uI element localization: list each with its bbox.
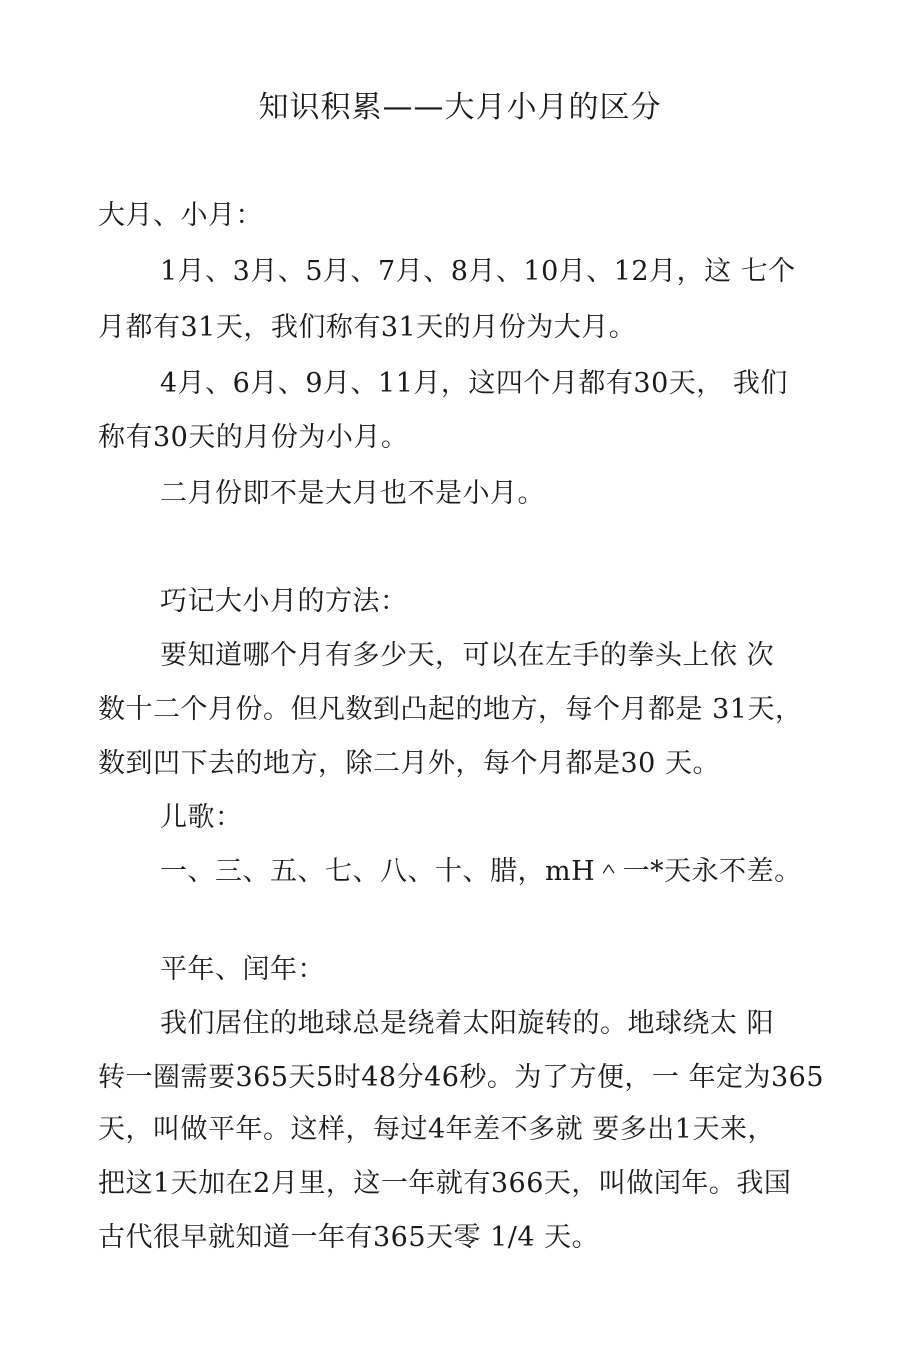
paragraph-line: 要知道哪个月有多少天，可以在左手的拳头上依 次 [160,640,775,671]
document-title: 知识积累——大月小月的区分 [258,90,662,125]
nursery-rhyme-line: 一、三、五、七、八、十、腊，mH＾一*天永不差。 [160,856,802,887]
paragraph-line: 月都有31天，我们称有31天的月份为大月。 [98,312,637,343]
paragraph-line: 我们居住的地球总是绕着太阳旋转的。地球绕太 阳 [160,1008,775,1039]
paragraph-line: 数到凹下去的地方，除二月外，每个月都是30 天。 [98,748,720,779]
paragraph-line: 把这1天加在2月里，这一年就有366天，叫做闰年。我国 [98,1168,792,1199]
paragraph-line: 古代很早就知道一年有365天零 1/4 天。 [98,1222,600,1253]
paragraph-line: 二月份即不是大月也不是小月。 [160,478,545,509]
paragraph-line: 转一圈需要365天5时48分46秒。为了方便，一 年定为365 [98,1062,825,1093]
paragraph-line: 天，叫做平年。这样，每过4年差不多就 要多出1天来， [98,1114,775,1145]
section-heading-nursery-rhyme: 儿歌： [160,802,243,833]
section-heading-memory-method: 巧记大小月的方法： [160,586,408,617]
paragraph-line: 1月、3月、5月、7月、8月、10月、12月，这 七个 [160,256,796,287]
paragraph-line: 数十二个月份。但凡数到凸起的地方，每个月都是 31天， [98,694,803,725]
section-heading-big-small-month: 大月、小月： [98,200,263,231]
paragraph-line: 4月、6月、9月、11月，这四个月都有30天， 我们 [160,368,788,399]
paragraph-line: 称有30天的月份为小月。 [98,422,409,453]
section-heading-leap-year: 平年、闰年： [160,954,325,985]
